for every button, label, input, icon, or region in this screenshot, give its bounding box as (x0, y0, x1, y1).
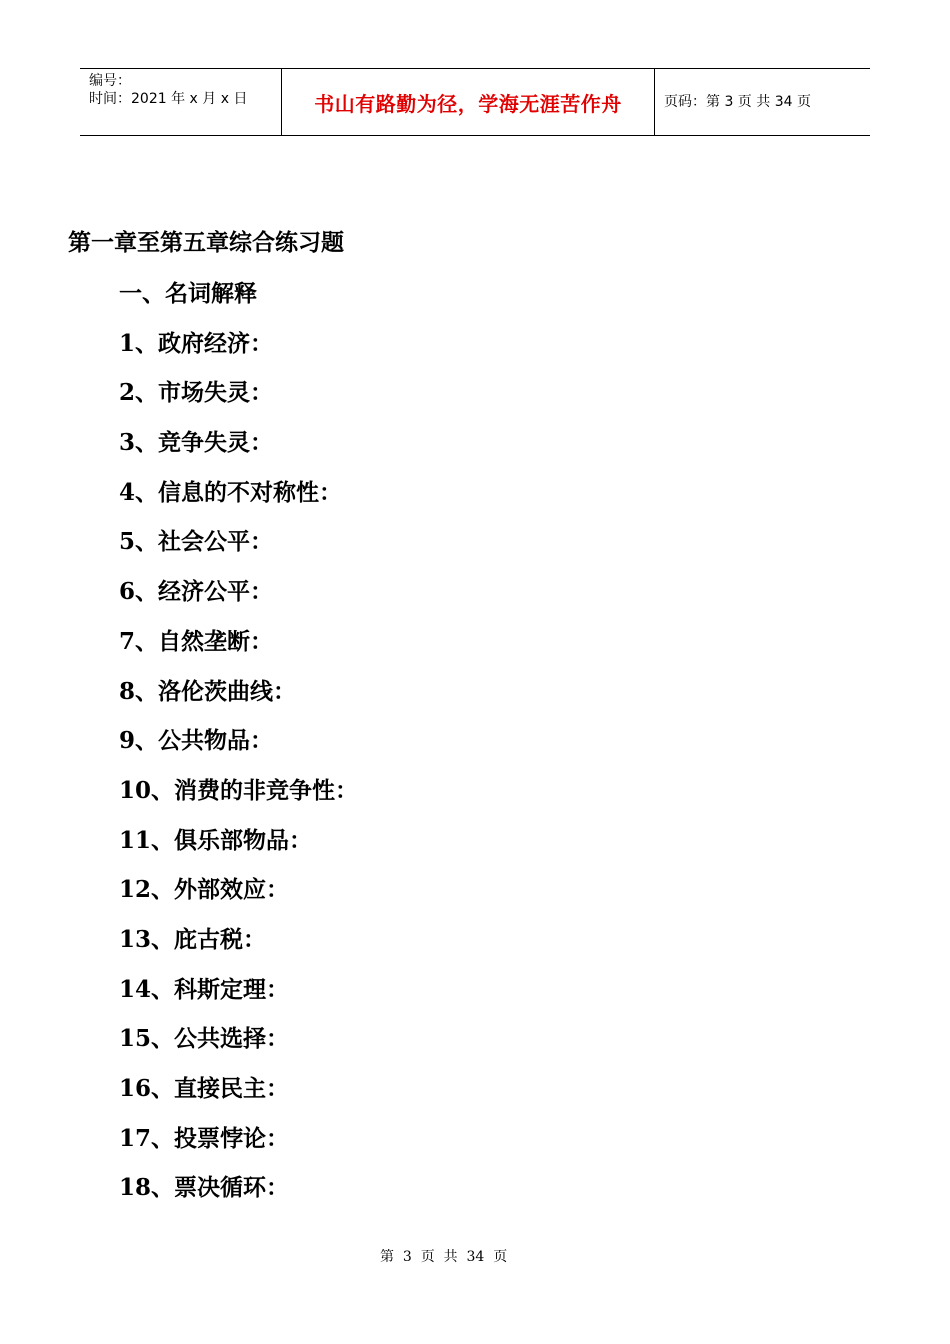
time-label: 时间：2021 年 x 月 x 日 (89, 91, 248, 107)
term-item: 15、公共选择： (119, 1025, 290, 1053)
term-item: 12、外部效应： (119, 876, 290, 904)
header-page-info: 页码：第 3 页 共 34 页 (664, 94, 811, 110)
page-header (80, 68, 870, 136)
footer-page-number: 第 3 页 共 34 页 (380, 1249, 508, 1265)
term-item: 2、市场失灵： (119, 379, 274, 407)
document-title: 第一章至第五章综合练习题 (68, 229, 344, 256)
term-item: 7、自然垄断： (119, 627, 274, 655)
term-item: 10、消费的非竞争性： (119, 776, 359, 804)
exercise-list (119, 274, 358, 1218)
term-item: 4、信息的不对称性： (119, 478, 343, 506)
term-item: 18、票决循环： (119, 1174, 290, 1202)
term-item: 11、俱乐部物品： (119, 826, 313, 854)
term-item: 6、经济公平： (119, 578, 274, 606)
term-item: 13、庇古税： (119, 925, 267, 953)
header-page-cell (655, 69, 870, 135)
page-footer (0, 1246, 950, 1266)
term-item: 17、投票悖论： (119, 1124, 290, 1152)
term-item: 1、政府经济： (119, 329, 274, 357)
term-item: 9、公共物品： (119, 727, 274, 755)
header-meta-cell (80, 69, 281, 135)
term-item: 3、竞争失灵： (119, 429, 274, 457)
term-item: 8、洛伦茨曲线： (119, 677, 297, 705)
term-item: 16、直接民主： (119, 1075, 290, 1102)
number-label: 编号： (89, 73, 131, 89)
term-item: 5、社会公平： (119, 528, 274, 556)
section-heading: 一、名词解释 (119, 280, 257, 307)
header-motto: 书山有路勤为径，学海无涯苦作舟 (314, 91, 622, 116)
header-motto-cell (281, 69, 655, 135)
term-item: 14、科斯定理： (119, 975, 290, 1003)
